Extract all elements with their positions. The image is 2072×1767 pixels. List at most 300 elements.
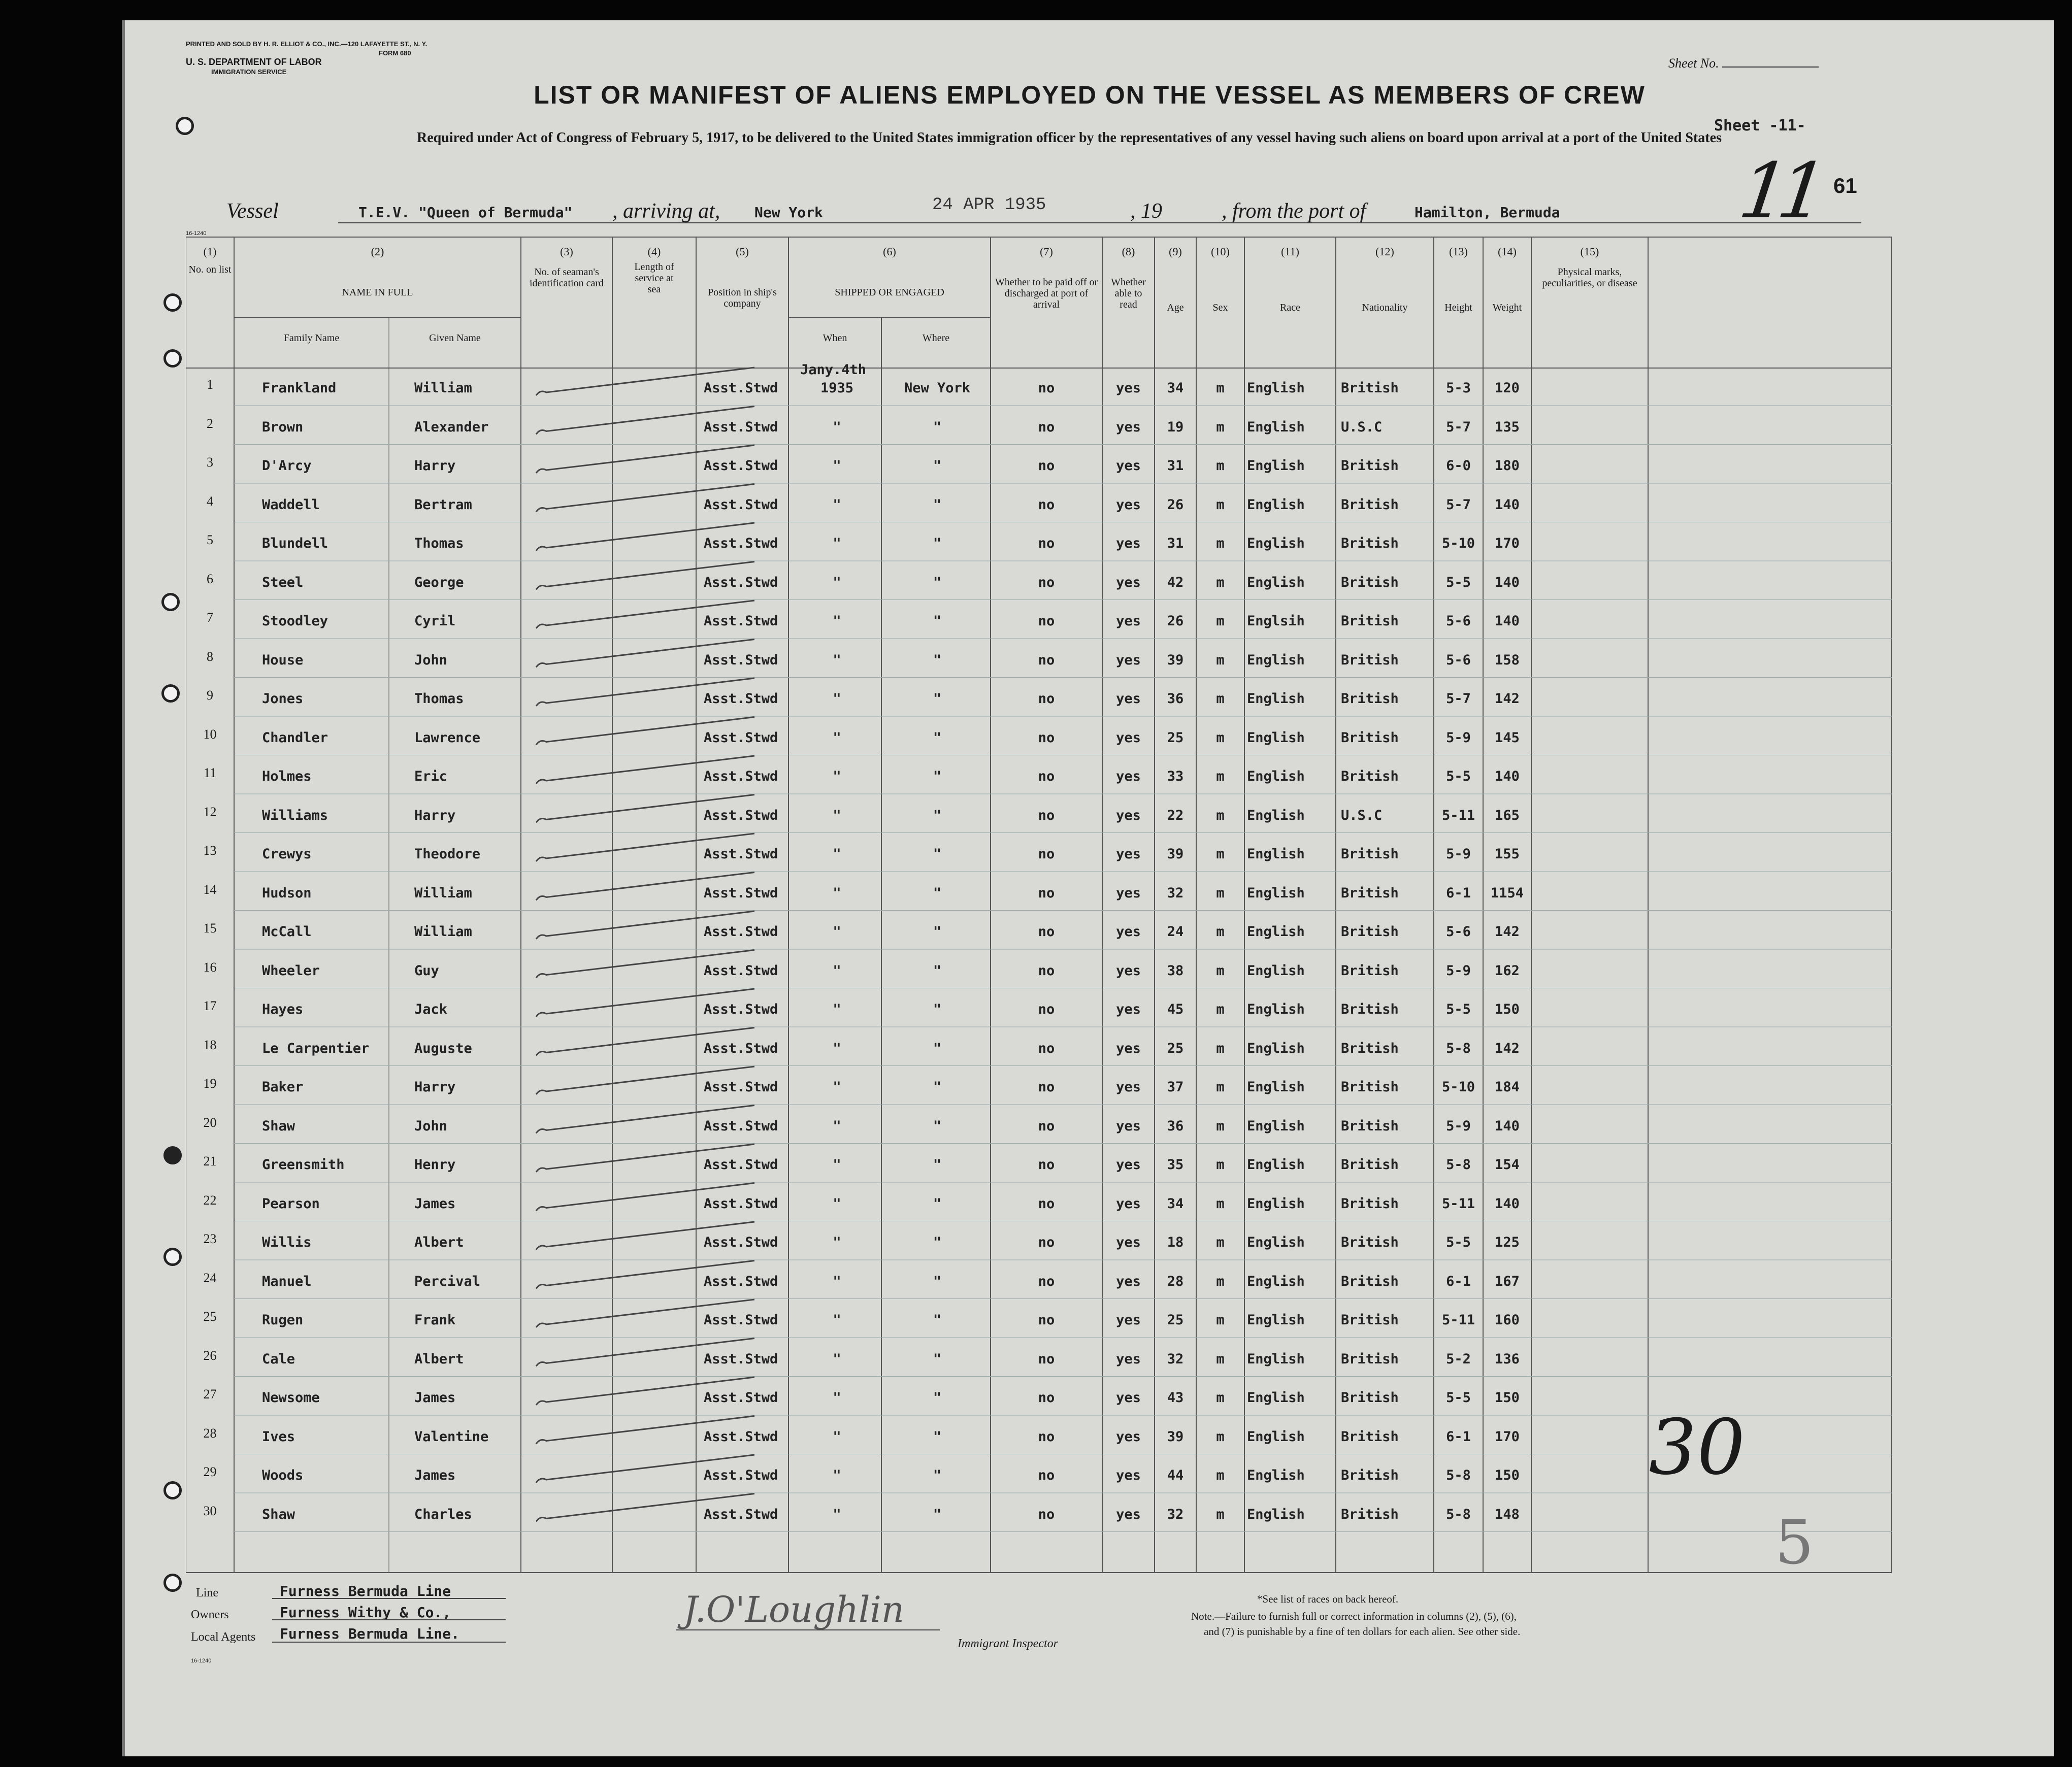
weight-cell: 140 (1495, 496, 1520, 513)
col1-number: (1) (203, 245, 217, 258)
weight-cell: 140 (1495, 769, 1520, 784)
able-to-read-cell: yes (1116, 1157, 1141, 1173)
given-name-cell: Harry (414, 1079, 456, 1095)
shipped-where-cell: " (933, 807, 942, 823)
able-to-read-cell: yes (1116, 691, 1141, 707)
col7-number: (7) (1040, 245, 1053, 258)
row-number: 10 (203, 726, 217, 742)
nationality-cell: British (1341, 652, 1399, 668)
height-cell: 5-11 (1441, 807, 1475, 823)
sex-cell: m (1216, 1195, 1225, 1212)
weight-cell: 170 (1495, 1428, 1520, 1445)
shipped-where-cell: " (933, 691, 942, 707)
shipped-when-cell: " (833, 1235, 841, 1250)
position-cell: Asst.Stwd (704, 1079, 778, 1095)
age-cell: 31 (1167, 458, 1184, 474)
height-cell: 5-8 (1446, 1506, 1471, 1522)
paid-off-cell: no (1038, 1468, 1055, 1483)
nationality-cell: British (1341, 1273, 1399, 1289)
race-cell: English (1247, 1157, 1305, 1173)
row-number: 5 (207, 532, 213, 547)
able-to-read-cell: yes (1116, 380, 1141, 396)
position-cell: Asst.Stwd (704, 807, 778, 823)
weight-cell: 180 (1495, 458, 1520, 474)
given-name-cell: Frank (414, 1312, 456, 1328)
weight-cell: 162 (1495, 962, 1520, 979)
agents-rule (272, 1642, 506, 1643)
age-cell: 31 (1167, 536, 1184, 551)
age-cell: 32 (1167, 885, 1184, 901)
shipped-when-cell: " (833, 1428, 841, 1445)
shipped-where-cell: " (933, 1079, 942, 1095)
race-cell: English (1247, 1002, 1305, 1017)
sex-cell: m (1216, 1428, 1225, 1445)
age-cell: 28 (1167, 1273, 1184, 1289)
nationality-cell: British (1341, 1312, 1399, 1328)
sex-cell: m (1216, 1312, 1225, 1328)
nationality-cell: British (1341, 496, 1399, 513)
age-cell: 39 (1167, 1428, 1184, 1445)
sex-cell: m (1216, 1390, 1225, 1406)
age-cell: 45 (1167, 1002, 1184, 1017)
given-name-cell: Harry (414, 807, 456, 823)
shipped-where-cell: " (933, 536, 942, 551)
family-name-cell: Willis (262, 1235, 312, 1250)
weight-cell: 145 (1495, 729, 1520, 746)
signature-rule (676, 1629, 940, 1630)
race-cell: English (1247, 652, 1305, 668)
page-number: 61 (1833, 174, 1857, 197)
sex-cell: m (1216, 962, 1225, 979)
paid-off-cell: no (1038, 885, 1055, 901)
age-cell: 25 (1167, 1040, 1184, 1056)
race-cell: English (1247, 496, 1305, 513)
family-name-cell: Newsome (262, 1390, 320, 1406)
height-cell: 6-1 (1446, 1428, 1471, 1445)
row-number: 16 (203, 959, 217, 975)
nationality-cell: British (1341, 769, 1399, 784)
weight-cell: 165 (1495, 807, 1520, 823)
height-cell: 6-1 (1446, 1273, 1471, 1289)
race-cell: English (1247, 691, 1305, 707)
able-to-read-cell: yes (1116, 1312, 1141, 1328)
weight-cell: 125 (1495, 1235, 1520, 1250)
col3-number: (3) (560, 245, 573, 258)
age-cell: 34 (1167, 380, 1184, 396)
row-number: 27 (203, 1387, 217, 1402)
shipped-where-cell: " (933, 924, 942, 940)
row-number: 4 (207, 493, 213, 509)
agents-value: Furness Bermuda Line. (280, 1625, 460, 1642)
able-to-read-cell: yes (1116, 1506, 1141, 1522)
punch-hole (163, 1248, 182, 1266)
nationality-cell: British (1341, 885, 1399, 901)
shipped-when-cell: " (833, 1118, 841, 1134)
row-number: 15 (203, 921, 217, 936)
sex-cell: m (1216, 769, 1225, 784)
position-cell: Asst.Stwd (704, 536, 778, 551)
weight-cell: 150 (1495, 1390, 1520, 1406)
line-label: Line (196, 1586, 218, 1599)
able-to-read-cell: yes (1116, 962, 1141, 979)
given-name-cell: Auguste (414, 1040, 472, 1056)
race-cell: English (1247, 1428, 1305, 1445)
crew-table (186, 236, 1892, 1574)
col14-label: Weight (1492, 302, 1522, 313)
requirement-text: Required under Act of Congress of February 5, 1917, to be delivered to the United States immigration officer by the representatives of any vessel having such aliens on board upon arrival at a port of the United States (417, 130, 1722, 146)
arriving-port: New York (754, 204, 823, 221)
nationality-cell: British (1341, 1195, 1399, 1212)
col10-number: (10) (1211, 245, 1230, 258)
weight-cell: 142 (1495, 691, 1520, 707)
race-cell: English (1247, 729, 1305, 746)
shipped-when-cell: " (833, 536, 841, 551)
able-to-read-cell: yes (1116, 1428, 1141, 1445)
race-cell: English (1247, 1273, 1305, 1289)
from-label: , from the port of (1222, 199, 1366, 223)
sheet-no-label: Sheet No. (1668, 56, 1819, 71)
shipped-where-cell: " (933, 885, 942, 901)
race-cell: English (1247, 1351, 1305, 1367)
weight-cell: 135 (1495, 419, 1520, 435)
nationality-cell: British (1341, 1040, 1399, 1056)
race-cell: English (1247, 769, 1305, 784)
nationality-cell: British (1341, 536, 1399, 551)
shipped-when-cell: " (833, 458, 841, 474)
able-to-read-cell: yes (1116, 458, 1141, 474)
col4-number: (4) (647, 245, 661, 258)
weight-cell: 1154 (1490, 885, 1524, 901)
punch-hole (163, 1481, 182, 1499)
weight-cell: 160 (1495, 1312, 1520, 1328)
family-name-cell: Cale (262, 1351, 295, 1367)
height-cell: 5-8 (1446, 1040, 1471, 1056)
paid-off-cell: no (1038, 729, 1055, 746)
given-name-cell: Thomas (414, 691, 464, 707)
age-cell: 37 (1167, 1079, 1184, 1095)
height-cell: 5-10 (1441, 1079, 1475, 1095)
col12-label: Nationality (1362, 302, 1408, 313)
family-name-cell: Williams (262, 807, 328, 823)
sex-cell: m (1216, 846, 1225, 862)
row-number: 23 (203, 1231, 217, 1246)
paid-off-cell: no (1038, 1079, 1055, 1095)
col9-number: (9) (1169, 245, 1182, 258)
family-name-cell: Woods (262, 1468, 304, 1483)
sex-cell: m (1216, 1079, 1225, 1095)
shipped-where-cell: " (933, 1390, 942, 1406)
position-cell: Asst.Stwd (704, 496, 778, 513)
given-name-cell: Bertram (414, 496, 472, 513)
given-name-cell: Cyril (414, 613, 456, 629)
family-name-cell: Jones (262, 691, 304, 707)
given-name-cell: Harry (414, 458, 456, 474)
able-to-read-cell: yes (1116, 924, 1141, 940)
sex-cell: m (1216, 496, 1225, 513)
position-cell: Asst.Stwd (704, 729, 778, 746)
col11-label: Race (1280, 302, 1300, 313)
family-name-cell: Waddell (262, 496, 320, 513)
race-cell: Englsih (1247, 613, 1305, 629)
age-cell: 32 (1167, 1351, 1184, 1367)
position-cell: Asst.Stwd (704, 962, 778, 979)
service-name: IMMIGRATION SERVICE (211, 68, 287, 76)
row-number: 14 (203, 882, 217, 897)
punch-hole (163, 1146, 182, 1164)
row-number: 9 (207, 688, 213, 703)
able-to-read-cell: yes (1116, 419, 1141, 435)
sex-cell: m (1216, 807, 1225, 823)
age-cell: 26 (1167, 496, 1184, 513)
agents-label: Local Agents (191, 1630, 256, 1644)
weight-cell: 170 (1495, 536, 1520, 551)
col3-label: No. of seaman's identification card (529, 266, 604, 289)
shipped-where-cell: " (933, 1312, 942, 1328)
age-cell: 42 (1167, 574, 1184, 590)
paid-off-cell: no (1038, 496, 1055, 513)
nationality-cell: British (1341, 691, 1399, 707)
sex-cell: m (1216, 1002, 1225, 1017)
shipped-where-cell: " (933, 613, 942, 629)
able-to-read-cell: yes (1116, 1118, 1141, 1134)
shipped-when-cell: " (833, 419, 841, 435)
family-name-cell: Shaw (262, 1118, 295, 1134)
col12-number: (12) (1375, 245, 1394, 258)
given-name-cell: John (414, 1118, 448, 1134)
paid-off-cell: no (1038, 1040, 1055, 1056)
age-cell: 22 (1167, 807, 1184, 823)
nationality-cell: U.S.C (1341, 419, 1383, 435)
shipped-when-cell: " (833, 1002, 841, 1017)
position-cell: Asst.Stwd (704, 1312, 778, 1328)
sex-cell: m (1216, 536, 1225, 551)
col2-family-label: Family Name (283, 332, 340, 344)
shipped-when-cell: " (833, 1351, 841, 1367)
race-cell: English (1247, 1118, 1305, 1134)
punch-hole (163, 1574, 182, 1592)
height-cell: 5-9 (1446, 846, 1471, 862)
shipped-when-cell: " (833, 769, 841, 784)
age-cell: 44 (1167, 1468, 1184, 1483)
row-number: 12 (203, 804, 217, 819)
paid-off-cell: no (1038, 613, 1055, 629)
nationality-cell: British (1341, 1002, 1399, 1017)
row-number: 22 (203, 1192, 217, 1208)
shipped-when-cell: " (833, 1273, 841, 1289)
age-cell: 19 (1167, 419, 1184, 435)
col7-label: Whether to be paid off or discharged at port of arrival (995, 277, 1098, 310)
row-number: 18 (203, 1037, 217, 1052)
able-to-read-cell: yes (1116, 1235, 1141, 1250)
shipped-where-cell: " (933, 1157, 942, 1173)
given-name-cell: William (414, 885, 472, 901)
position-cell: Asst.Stwd (704, 1118, 778, 1134)
sex-cell: m (1216, 458, 1225, 474)
family-name-cell: Chandler (262, 729, 328, 746)
position-cell: Asst.Stwd (704, 613, 778, 629)
race-cell: English (1247, 846, 1305, 862)
height-cell: 5-8 (1446, 1157, 1471, 1173)
nationality-cell: British (1341, 846, 1399, 862)
able-to-read-cell: yes (1116, 729, 1141, 746)
from-port: Hamilton, Bermuda (1415, 204, 1560, 221)
able-to-read-cell: yes (1116, 496, 1141, 513)
paid-off-cell: no (1038, 1312, 1055, 1328)
given-name-cell: Guy (414, 962, 439, 979)
position-cell: Asst.Stwd (704, 885, 778, 901)
shipped-where-cell: " (933, 496, 942, 513)
paid-off-cell: no (1038, 691, 1055, 707)
sex-cell: m (1216, 691, 1225, 707)
position-cell: Asst.Stwd (704, 769, 778, 784)
line-value: Furness Bermuda Line (280, 1583, 451, 1599)
shipped-when-cell: " (833, 885, 841, 901)
family-name-cell: Ives (262, 1428, 295, 1445)
owners-value: Furness Withy & Co., (280, 1604, 451, 1621)
given-name-cell: Eric (414, 769, 448, 784)
shipped-where-cell: " (933, 1273, 942, 1289)
owners-label: Owners (191, 1608, 229, 1621)
paid-off-cell: no (1038, 652, 1055, 668)
weight-cell: 154 (1495, 1157, 1520, 1173)
sex-cell: m (1216, 1040, 1225, 1056)
position-cell: Asst.Stwd (704, 458, 778, 474)
height-cell: 5-6 (1446, 613, 1471, 629)
given-name-cell: James (414, 1468, 456, 1483)
paid-off-cell: no (1038, 536, 1055, 551)
family-name-cell: D'Arcy (262, 458, 312, 474)
position-cell: Asst.Stwd (704, 1428, 778, 1445)
position-cell: Asst.Stwd (704, 652, 778, 668)
family-name-cell: Crewys (262, 846, 312, 862)
row-number: 19 (203, 1076, 217, 1091)
shipped-when-cell: " (833, 1468, 841, 1483)
given-name-cell: William (414, 380, 472, 396)
paid-off-cell: no (1038, 1195, 1055, 1212)
row-number: 24 (203, 1270, 217, 1285)
shipped-where-cell: " (933, 574, 942, 590)
nationality-cell: U.S.C (1341, 807, 1383, 823)
sex-cell: m (1216, 1118, 1225, 1134)
col6-where-label: Where (922, 332, 950, 344)
able-to-read-cell: yes (1116, 652, 1141, 668)
nationality-cell: British (1341, 1118, 1399, 1134)
age-cell: 39 (1167, 652, 1184, 668)
race-cell: English (1247, 1040, 1305, 1056)
paid-off-cell: no (1038, 1118, 1055, 1134)
able-to-read-cell: yes (1116, 1273, 1141, 1289)
height-cell: 5-9 (1446, 1118, 1471, 1134)
shipped-where-cell: New York (904, 380, 971, 396)
weight-cell: 140 (1495, 1195, 1520, 1212)
height-cell: 5-3 (1446, 380, 1471, 396)
form-number: FORM 680 (379, 49, 411, 57)
shipped-where-cell: " (933, 1002, 942, 1017)
nationality-cell: British (1341, 962, 1399, 979)
shipped-where-cell: " (933, 1118, 942, 1134)
paid-off-cell: no (1038, 807, 1055, 823)
sheet-typed: Sheet -11- (1714, 117, 1806, 135)
weight-cell: 140 (1495, 574, 1520, 590)
height-cell: 5-8 (1446, 1468, 1471, 1483)
col8-number: (8) (1122, 245, 1135, 258)
age-cell: 33 (1167, 769, 1184, 784)
height-cell: 5-2 (1446, 1351, 1471, 1367)
note-line-2: and (7) is punishable by a fine of ten dollars for each alien. See other side. (1204, 1625, 1521, 1638)
punch-hole (163, 349, 182, 368)
shipped-when-cell: " (833, 924, 841, 940)
race-cell: English (1247, 536, 1305, 551)
height-cell: 5-7 (1446, 691, 1471, 707)
form-code-bottom: 16-1240 (191, 1658, 212, 1664)
nationality-cell: British (1341, 1390, 1399, 1406)
given-name-cell: Albert (414, 1235, 464, 1250)
col14-number: (14) (1498, 245, 1517, 258)
position-cell: Asst.Stwd (704, 1235, 778, 1250)
height-cell: 5-6 (1446, 652, 1471, 668)
age-cell: 18 (1167, 1235, 1184, 1250)
position-cell: Asst.Stwd (704, 1273, 778, 1289)
manifest-sheet (122, 20, 2054, 1756)
height-cell: 5-5 (1446, 1390, 1471, 1406)
col6-when-label: When (823, 332, 847, 344)
row-number: 1 (207, 377, 213, 392)
age-cell: 39 (1167, 846, 1184, 862)
shipped-when-cell: " (833, 1040, 841, 1056)
race-cell: English (1247, 1195, 1305, 1212)
col13-label: Height (1444, 302, 1472, 313)
age-cell: 36 (1167, 691, 1184, 707)
position-cell: Asst.Stwd (704, 846, 778, 862)
race-cell: English (1247, 1312, 1305, 1328)
race-cell: English (1247, 885, 1305, 901)
shipped-where-cell: " (933, 1235, 942, 1250)
family-name-cell: Baker (262, 1079, 304, 1095)
inspector-label: Immigrant Inspector (958, 1637, 1058, 1650)
family-name-cell: Frankland (262, 380, 337, 396)
height-cell: 5-5 (1446, 1002, 1471, 1017)
family-name-cell: Brown (262, 419, 304, 435)
paid-off-cell: no (1038, 1351, 1055, 1367)
race-cell: English (1247, 380, 1305, 396)
shipped-when-cell: " (833, 1079, 841, 1095)
row-number: 21 (203, 1154, 217, 1169)
manifest-title: LIST OR MANIFEST OF ALIENS EMPLOYED ON THE VESSEL AS MEMBERS OF CREW (534, 81, 1646, 109)
sex-cell: m (1216, 380, 1225, 396)
row-number: 30 (203, 1503, 217, 1518)
first-row-when-top: Jany.4th (800, 362, 867, 378)
family-name-cell: Blundell (262, 536, 328, 551)
paid-off-cell: no (1038, 1506, 1055, 1522)
given-name-cell: James (414, 1195, 456, 1212)
given-name-cell: Charles (414, 1506, 472, 1522)
race-cell: English (1247, 1235, 1305, 1250)
col6-label: SHIPPED OR ENGAGED (835, 287, 944, 298)
height-cell: 5-11 (1441, 1195, 1475, 1212)
nationality-cell: British (1341, 924, 1399, 940)
paid-off-cell: no (1038, 1390, 1055, 1406)
row-number: 26 (203, 1348, 217, 1363)
race-cell: English (1247, 1506, 1305, 1522)
height-cell: 5-5 (1446, 769, 1471, 784)
weight-cell: 158 (1495, 652, 1520, 668)
age-cell: 25 (1167, 1312, 1184, 1328)
col6-number: (6) (883, 245, 896, 258)
given-name-cell: James (414, 1390, 456, 1406)
note-line-1: Note.—Failure to furnish full or correct information in columns (2), (5), (6), (1191, 1610, 1517, 1622)
shipped-when-cell: " (833, 652, 841, 668)
age-cell: 43 (1167, 1390, 1184, 1406)
